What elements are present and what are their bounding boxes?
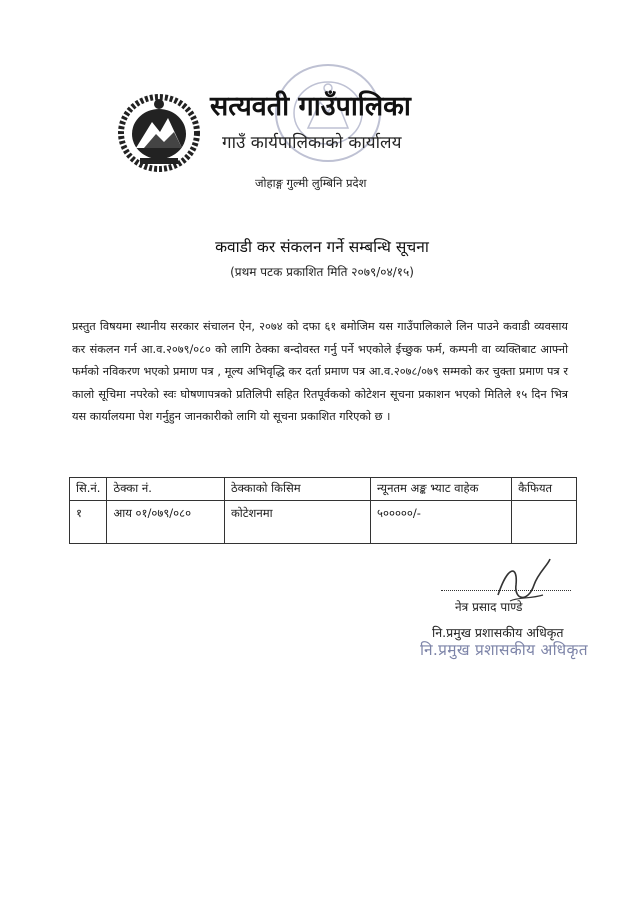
designation-stamp: नि.प्रमुख प्रशासकीय अधिकृत [420,641,588,659]
cell-minimum-amount: ५०००००/- [371,501,512,544]
cell-contract-no: आय ०१/०७९/०८० [107,501,225,544]
cell-contract-type: कोटेशनमा [224,501,370,544]
signer-name: नेत्र प्रसाद पाण्डे [455,600,523,614]
notice-publish-date: (प्रथम पटक प्रकाशित मिति २०७९/०४/१५) [230,265,414,279]
header-remarks: कैफियत [512,478,577,501]
header-contract-type: ठेक्काको किसिम [224,478,370,501]
organization-name: सत्यवती गाउँपालिका [210,91,411,122]
address: जोहाङ्ग गुल्मी लुम्बिनि प्रदेश [255,176,367,190]
office-name: गाउँ कार्यपालिकाको कार्यालय [222,133,402,153]
tender-table [69,477,577,544]
signer-title: नि.प्रमुख प्रशासकीय अधिकृत [432,625,564,640]
notice-body: प्रस्तुत विषयमा स्थानीय सरकार संचालन ऐन, २०७४ को दफा ६१ बमोजिम यस गाउँपालिकाले लिन पाउने कवाडी व्यवसाय कर संकलन गर्न आ.व.२०७९/०८० को लागि ठेक्का बन्दोवस्त गर्नु पर्ने भएकोले ईच्छुक फर्म, कम्पनी वा व्यक्तिबाट आफ्नो फर्मको नविकरण भएको प्रमाण पत्र , मूल्य अभिवृद्धि कर दर्ता प्रमाण पत्र आ.व.२०७८/०७९ सम्मको कर चुक्ता प्रमाण पत्र र कालो सूचिमा नपरेको स्वः घोषणापत्रको प्रतिलिपी सहित रितपूर्वकको कोटेशन सूचना प्रकाशन भएको मितिले १५ दिन भित्र यस कार्यालयमा पेश गर्नुहुन जानकारीको लागि यो सूचना प्रकाशित गरिएको छ । [72,320,568,424]
table-row [70,501,577,544]
signature-line [441,590,571,591]
table-header-row [70,478,577,501]
nepal-emblem-logo [116,92,202,174]
header-minimum-amount: न्यूनतम अङ्क भ्याट वाहेक [371,478,512,501]
header-contract-no: ठेक्का नं. [107,478,225,501]
header-serial: सि.नं. [70,478,107,501]
cell-serial: १ [70,501,107,544]
cell-remarks [512,501,577,544]
notice-title: कवाडी कर संकलन गर्ने सम्बन्धि सूचना [215,238,429,256]
